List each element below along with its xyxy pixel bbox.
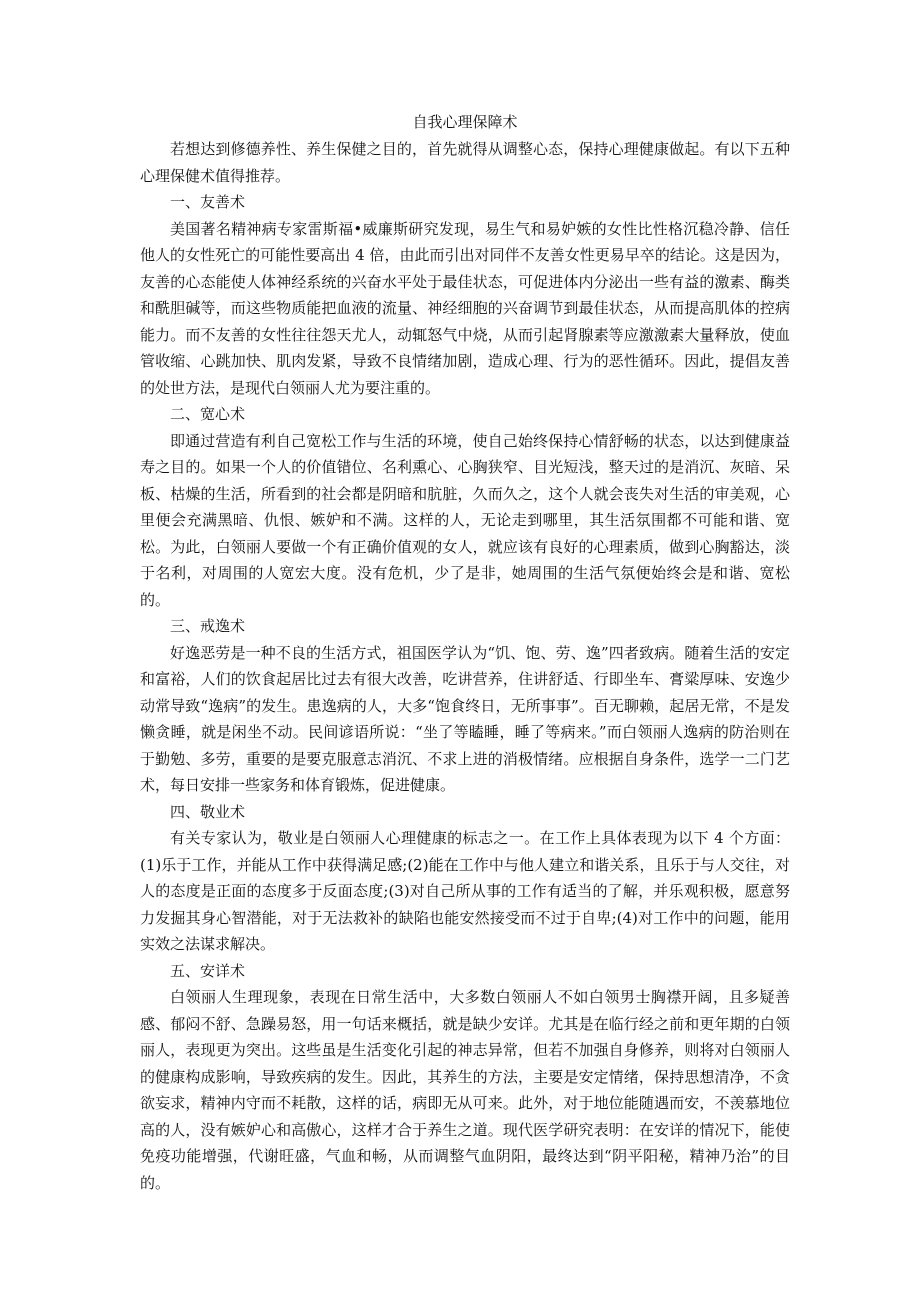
document-title: 自我心理保障术 [412,113,518,131]
section-heading-dedication: 四、敬业术 [170,802,246,821]
section-body-broad-mind: 即通过营造有利自己宽松工作与生活的环境，使自己始终保持心情舒畅的状态，以达到健康益寿之目的。如果一个人的价值错位、名利熏心、心胸狭窄、目光短浅，整天过的是消沉、灰暗、呆板、枯燥的生活，所看到的社会都是阴暗和肮脏，久而久之，这个人就会丧失对生活的审美观，心里便会充满黑暗、仇恨、嫉妒和不满。这样的人，无论走到哪里，其生活氛围都不可能和谐、宽松。为此，白领丽人要做一个有正确价值观的女人，就应该有良好的心理素质，做到心胸豁达，淡于名利，对周围的人宽宏大度。没有危机，少了是非，她周围的生活气氛便始终会是和谐、宽松的。 [140,431,790,609]
intro-paragraph: 若想达到修德养性、养生保健之目的，首先就得从调整心态，保持心理健康做起。有以下五种心理保健术值得推荐。 [140,140,790,185]
section-heading-broad-mind: 二、宽心术 [170,405,246,423]
section-body-friendliness: 美国著名精神病专家雷斯福•威廉斯研究发现，易生气和易妒嫉的女性比性格沉稳冷静、信任他人的女性死亡的可能性要高出 4 倍，由此而引出对同伴不友善女性更易早卒的结论。这是因为，友善的心态能使人体神经系统的兴奋水平处于最佳状态，可促进体内分泌出一些有益的激素、酶类和酰胆碱等，而这些物质能把血液的流量、神经细胞的兴奋调节到最佳状态，从而提高肌体的控病能力。而不友善的女性往往怨天尤人，动辄怒气中烧，从而引起肾腺素等应激激素大量释放，使血管收缩、心跳加快、肌肉发紧，导致不良情绪加剧，造成心理、行为的恶性循环。因此，提倡友善的处世方法，是现代白领丽人尤为要注重的。 [140,219,790,397]
section-body-avoid-idleness: 好逸恶劳是一种不良的生活方式，祖国医学认为“饥、饱、劳、逸”四者致病。随着生活的安定和富裕，人们的饮食起居比过去有很大改善，吃讲营养，住讲舒适、行即坐车、膏粱厚味、安逸少动常导致“逸病”的发生。患逸病的人，大多“饱食终日，无所事事”。百无聊赖，起居无常，不是发懒贪睡，就是闲坐不动。民间谚语所说：“坐了等瞌睡，睡了等病来。”而白领丽人逸病的防治则在于勤勉、多劳，重要的是要克服意志消沉、不求上进的消极情绪。应根据自身条件，选学一二门艺术，每日安排一些家务和体育锻炼，促进健康。 [140,643,790,794]
document-page [140,108,790,1196]
section-body-dedication: 有关专家认为，敬业是白领丽人心理健康的标志之一。在工作上具体表现为以下 4 个方面：(1)乐于工作，并能从工作中获得满足感;(2)能在工作中与他人建立和谐关系，且乐于与人交往，对人的态度是正面的态度多于反面态度;(3)对自己所从事的工作有适当的了解，并乐观积极，愿意努力发掘其身心智潜能，对于无法救补的缺陷也能安然接受而不过于自卑;(4)对工作中的问题，能用实效之法谋求解决。 [140,829,790,953]
section-heading-avoid-idleness: 三、戒逸术 [170,617,246,635]
section-heading-serenity: 五、安详术 [170,961,246,980]
section-heading-friendliness: 一、友善术 [170,193,246,211]
section-body-serenity: 白领丽人生理现象，表现在日常生活中，大多数白领丽人不如白领男士胸襟开阔，且多疑善感、郁闷不舒、急躁易怒，用一句话来概括，就是缺少安详。尤其是在临行经之前和更年期的白领丽人，表现更为突出。这些虽是生活变化引起的神志异常，但若不加强自身修养，则将对白领丽人的健康构成影响，导致疾病的发生。因此，其养生的方法，主要是安定情绪，保持思想清净，不贪欲妄求，精神内守而不耗散，这样的话，病即无从可来。此外，对于地位能随遇而安，不羡慕地位高的人，没有嫉妒心和高傲心，这样才合于养生之道。现代医学研究表明：在安详的情况下，能使免疫功能增强，代谢旺盛，气血和畅，从而调整气血阴阳，最终达到“阴平阳秘，精神乃治”的目的。 [140,988,790,1192]
